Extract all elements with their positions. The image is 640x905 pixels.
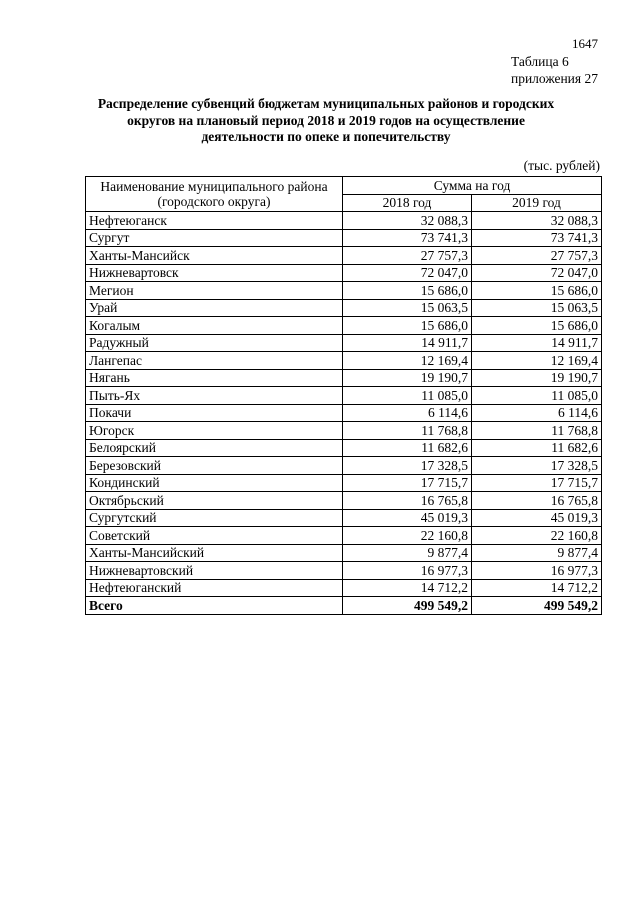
appendix-label: приложения 27: [510, 71, 598, 86]
row-value-2018-cell: 12 169,4: [343, 352, 472, 370]
row-name-cell: Пыть-Ях: [86, 387, 343, 405]
table-row: [86, 544, 602, 562]
title-line-2: округов на плановый период 2018 и 2019 годов на осуществление: [127, 112, 525, 128]
column-header-sum-group: Сумма на год: [343, 177, 602, 195]
total-2018-cell: 499 549,2: [343, 597, 472, 615]
row-name-cell: Белоярский: [86, 439, 343, 457]
row-value-2018-cell: 14 712,2: [343, 579, 472, 597]
row-name-cell: Лангепас: [86, 352, 343, 370]
row-value-2019-cell: 9 877,4: [472, 544, 602, 562]
row-value-2018-cell: 15 686,0: [343, 317, 472, 335]
row-name-cell: Ханты-Мансийск: [86, 247, 343, 265]
row-name-cell: Ханты-Мансийский: [86, 544, 343, 562]
row-value-2019-cell: 27 757,3: [472, 247, 602, 265]
row-value-2019-cell: 73 741,3: [472, 229, 602, 247]
table-row: [86, 317, 602, 335]
row-value-2019-cell: 22 160,8: [472, 527, 602, 545]
row-value-2019-cell: 15 686,0: [472, 282, 602, 300]
table-reference: [511, 53, 598, 87]
row-value-2018-cell: 15 063,5: [343, 299, 472, 317]
row-name-cell: Нижневартовск: [86, 264, 343, 282]
row-value-2018-cell: 15 686,0: [343, 282, 472, 300]
table-row: [86, 229, 602, 247]
row-name-cell: Урай: [86, 299, 343, 317]
row-value-2019-cell: 16 977,3: [472, 562, 602, 580]
row-value-2019-cell: 12 169,4: [472, 352, 602, 370]
column-header-2019: 2019 год: [472, 194, 602, 212]
table-row: [86, 299, 602, 317]
row-value-2018-cell: 9 877,4: [343, 544, 472, 562]
row-value-2019-cell: 15 686,0: [472, 317, 602, 335]
row-value-2019-cell: 45 019,3: [472, 509, 602, 527]
subvention-table: [85, 176, 602, 615]
table-row: [86, 527, 602, 545]
row-name-cell: Нефтеюганск: [86, 212, 343, 230]
table-row: [86, 474, 602, 492]
table-row: [86, 457, 602, 475]
row-value-2018-cell: 45 019,3: [343, 509, 472, 527]
row-value-2019-cell: 72 047,0: [472, 264, 602, 282]
row-value-2019-cell: 16 765,8: [472, 492, 602, 510]
row-name-cell: Октябрьский: [86, 492, 343, 510]
row-value-2019-cell: 11 768,8: [472, 422, 602, 440]
table-label: Таблица 6: [510, 54, 569, 69]
row-value-2018-cell: 72 047,0: [343, 264, 472, 282]
row-name-cell: Кондинский: [86, 474, 343, 492]
row-name-cell: Мегион: [86, 282, 343, 300]
row-name-cell: Нижневартовский: [86, 562, 343, 580]
row-value-2018-cell: 11 085,0: [343, 387, 472, 405]
total-row: [86, 597, 602, 615]
total-2019-cell: 499 549,2: [472, 597, 602, 615]
row-name-cell: Сургут: [86, 229, 343, 247]
row-name-cell: Березовский: [86, 457, 343, 475]
row-value-2019-cell: 15 063,5: [472, 299, 602, 317]
table-row: [86, 282, 602, 300]
table-row: [86, 579, 602, 597]
table-row: [86, 422, 602, 440]
table-row: [86, 369, 602, 387]
units-label: (тыс. рублей): [523, 158, 600, 173]
row-value-2018-cell: 6 114,6: [343, 404, 472, 422]
title-line-1: Распределение субвенций бюджетам муниципальных районов и городских: [97, 96, 555, 111]
row-value-2019-cell: 11 085,0: [472, 387, 602, 405]
table-row: [86, 212, 602, 230]
row-value-2019-cell: 6 114,6: [472, 404, 602, 422]
row-name-cell: Покачи: [86, 404, 343, 422]
row-value-2019-cell: 32 088,3: [472, 212, 602, 230]
row-name-cell: Когалым: [86, 317, 343, 335]
row-value-2019-cell: 14 712,2: [472, 579, 602, 597]
table-row: [86, 334, 602, 352]
table-row: [86, 439, 602, 457]
title-line-3: деятельности по опеке и попечительству: [201, 129, 451, 144]
row-name-cell: Сургутский: [86, 509, 343, 527]
row-value-2018-cell: 17 328,5: [343, 457, 472, 475]
row-value-2018-cell: 73 741,3: [343, 229, 472, 247]
table-row: [86, 264, 602, 282]
row-value-2018-cell: 27 757,3: [343, 247, 472, 265]
row-name-cell: Югорск: [86, 422, 343, 440]
row-value-2019-cell: 19 190,7: [472, 369, 602, 387]
row-name-cell: Нефтеюганский: [86, 579, 343, 597]
row-value-2018-cell: 11 682,6: [343, 439, 472, 457]
row-value-2018-cell: 32 088,3: [343, 212, 472, 230]
row-value-2018-cell: 11 768,8: [343, 422, 472, 440]
row-value-2018-cell: 16 977,3: [343, 562, 472, 580]
table-row: [86, 387, 602, 405]
document-title: [86, 96, 566, 146]
row-name-cell: Нягань: [86, 369, 343, 387]
row-value-2019-cell: 17 328,5: [472, 457, 602, 475]
total-label-cell: Всего: [86, 597, 343, 615]
table-row: [86, 509, 602, 527]
column-header-name-line-2: (городского округа): [157, 194, 271, 209]
table-row: [86, 352, 602, 370]
page-number: 1647: [572, 36, 598, 51]
row-name-cell: Советский: [86, 527, 343, 545]
table-row: [86, 404, 602, 422]
column-header-name: [86, 177, 343, 212]
row-name-cell: Радужный: [86, 334, 343, 352]
column-header-2018: 2018 год: [343, 194, 472, 212]
row-value-2019-cell: 14 911,7: [472, 334, 602, 352]
table-row: [86, 562, 602, 580]
table-row: [86, 492, 602, 510]
row-value-2019-cell: 11 682,6: [472, 439, 602, 457]
row-value-2018-cell: 17 715,7: [343, 474, 472, 492]
table-row: [86, 247, 602, 265]
row-value-2018-cell: 16 765,8: [343, 492, 472, 510]
row-value-2018-cell: 19 190,7: [343, 369, 472, 387]
row-value-2019-cell: 17 715,7: [472, 474, 602, 492]
row-value-2018-cell: 22 160,8: [343, 527, 472, 545]
table-header-row: [86, 177, 602, 195]
column-header-name-line-1: Наименование муниципального района: [100, 179, 328, 194]
table-body: [86, 212, 602, 615]
row-value-2018-cell: 14 911,7: [343, 334, 472, 352]
